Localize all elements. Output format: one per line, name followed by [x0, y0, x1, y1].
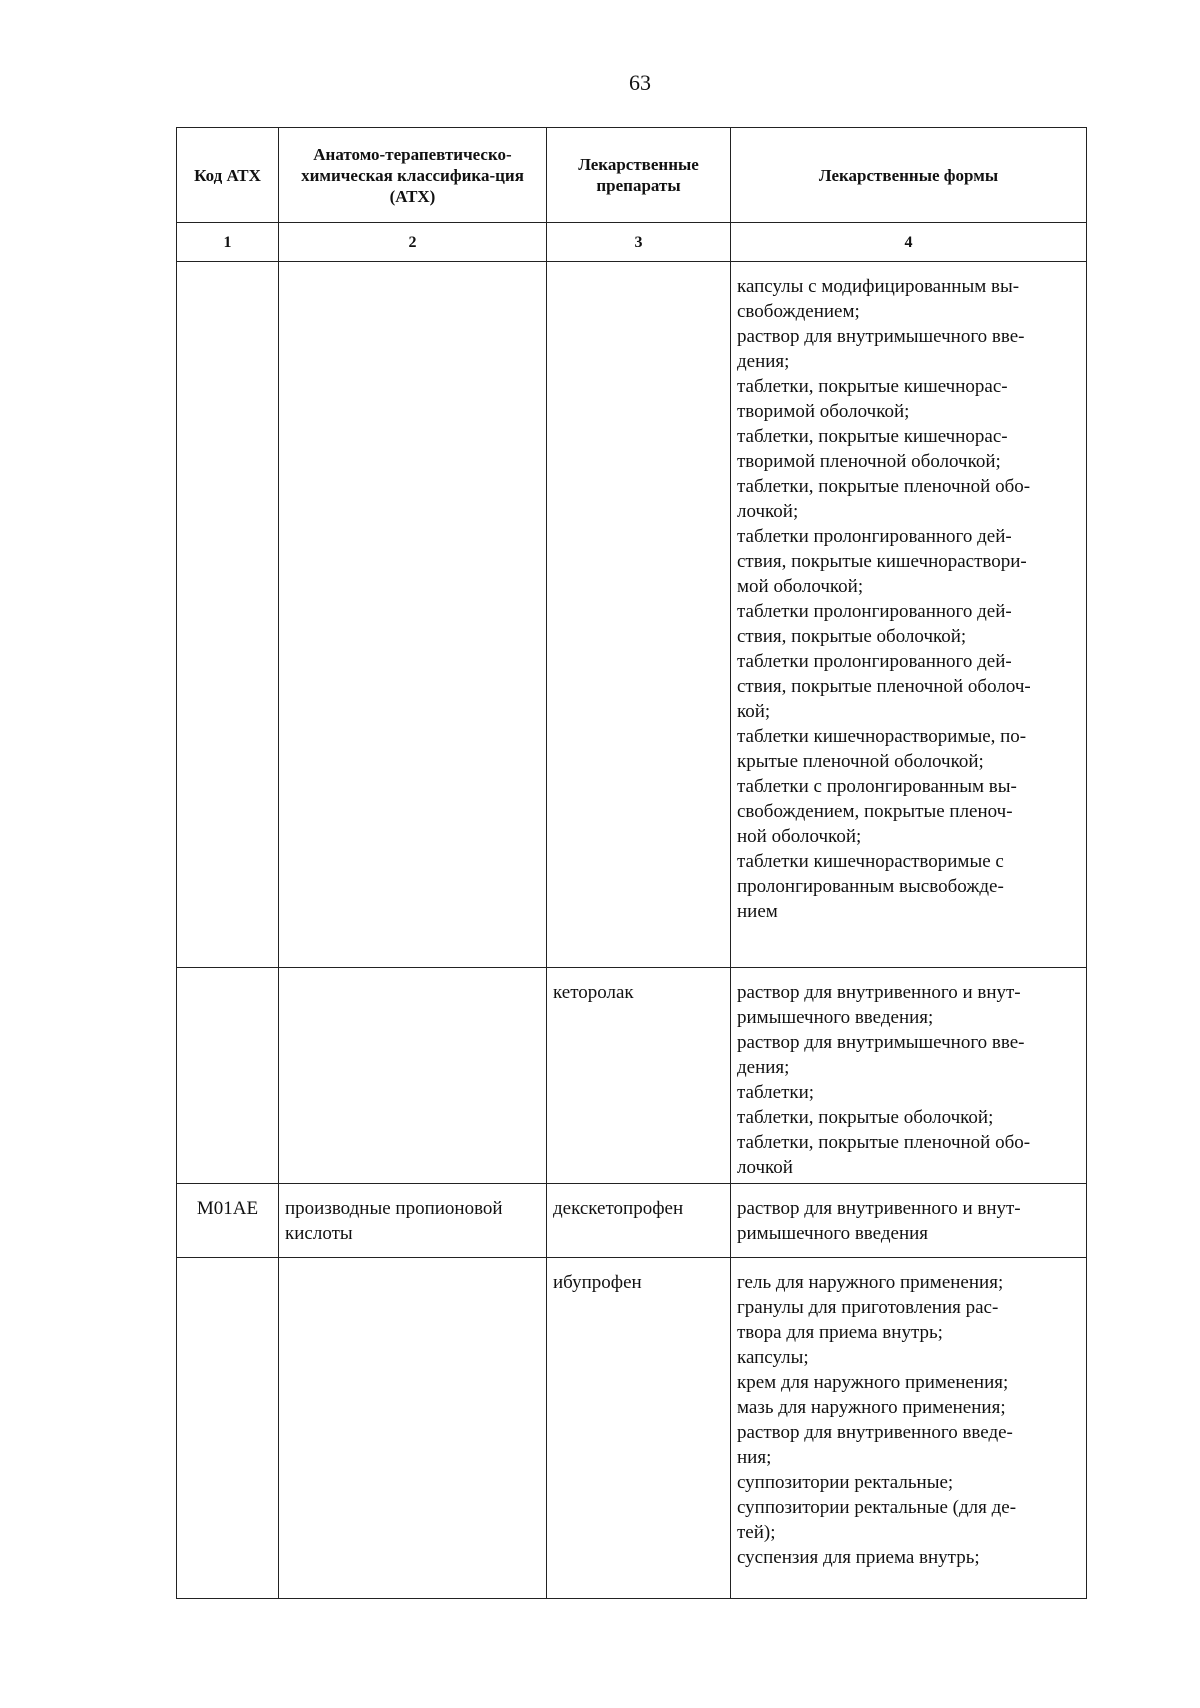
- drug-cell: кеторолак: [547, 968, 731, 1184]
- atc-code-cell: [177, 1258, 279, 1599]
- classification-cell: производные пропионовой кислоты: [279, 1184, 547, 1258]
- header-drugs: Лекарственные препараты: [547, 128, 731, 223]
- column-number-row: [177, 223, 1087, 262]
- drug-cell: ибупрофен: [547, 1258, 731, 1599]
- header-forms: Лекарственные формы: [731, 128, 1087, 223]
- column-number: 4: [731, 223, 1087, 262]
- atc-table: [176, 127, 1087, 1599]
- classification-cell: [279, 1258, 547, 1599]
- table-row: [177, 1258, 1087, 1599]
- column-number: 2: [279, 223, 547, 262]
- table-row: [177, 1184, 1087, 1258]
- classification-cell: [279, 262, 547, 968]
- table-row: [177, 262, 1087, 968]
- classification-cell: [279, 968, 547, 1184]
- atc-code-cell: [177, 968, 279, 1184]
- table-row: [177, 968, 1087, 1184]
- dosage-forms-cell: гель для наружного применения; гранулы для приготовления рас- твора для приема внутрь; капсулы; крем для наружного применения; мазь для наружного применения; раствор для внутривенного введе- ния; суппозитории ректальные; суппозитории ректальные (для де- тей); суспензия для приема внутрь;: [731, 1258, 1087, 1599]
- page-number: 63: [629, 70, 651, 95]
- atc-code-cell: [177, 262, 279, 968]
- header-code: Код АТХ: [177, 128, 279, 223]
- drug-cell: [547, 262, 731, 968]
- header-classification: Анатомо-терапевтическо-химическая классифика-ция (АТХ): [279, 128, 547, 223]
- drug-cell: декскетопрофен: [547, 1184, 731, 1258]
- dosage-forms-cell: раствор для внутривенного и внут- римышечного введения; раствор для внутримышечного вве- дения; таблетки; таблетки, покрытые оболочкой; таблетки, покрытые пленочной обо- лочкой: [731, 968, 1087, 1184]
- atc-code-cell: M01AE: [177, 1184, 279, 1258]
- dosage-forms-cell: раствор для внутривенного и внут- римышечного введения: [731, 1184, 1087, 1258]
- dosage-forms-cell: капсулы с модифицированным вы- свобождением; раствор для внутримышечного вве- дения; таблетки, покрытые кишечнорас- творимой оболочкой; таблетки, покрытые кишечнорас- творимой пленочной оболочкой; таблетки, покрытые пленочной обо- лочкой; таблетки пролонгированного дей- ствия, покрытые кишечнораствори- мой оболочкой; таблетки пролонгированного дей- ствия, покрытые оболочкой; таблетки пролонгированного дей- ствия, покрытые пленочной оболоч- кой; таблетки кишечнорастворимые, по- крытые пленочной оболочкой; таблетки с пролонгированным вы- свобождением, покрытые пленоч- ной оболочкой; таблетки кишечнорастворимые с пролонгированным высвобожде- нием: [731, 262, 1087, 968]
- column-number: 1: [177, 223, 279, 262]
- column-number: 3: [547, 223, 731, 262]
- table-header-row: [177, 128, 1087, 223]
